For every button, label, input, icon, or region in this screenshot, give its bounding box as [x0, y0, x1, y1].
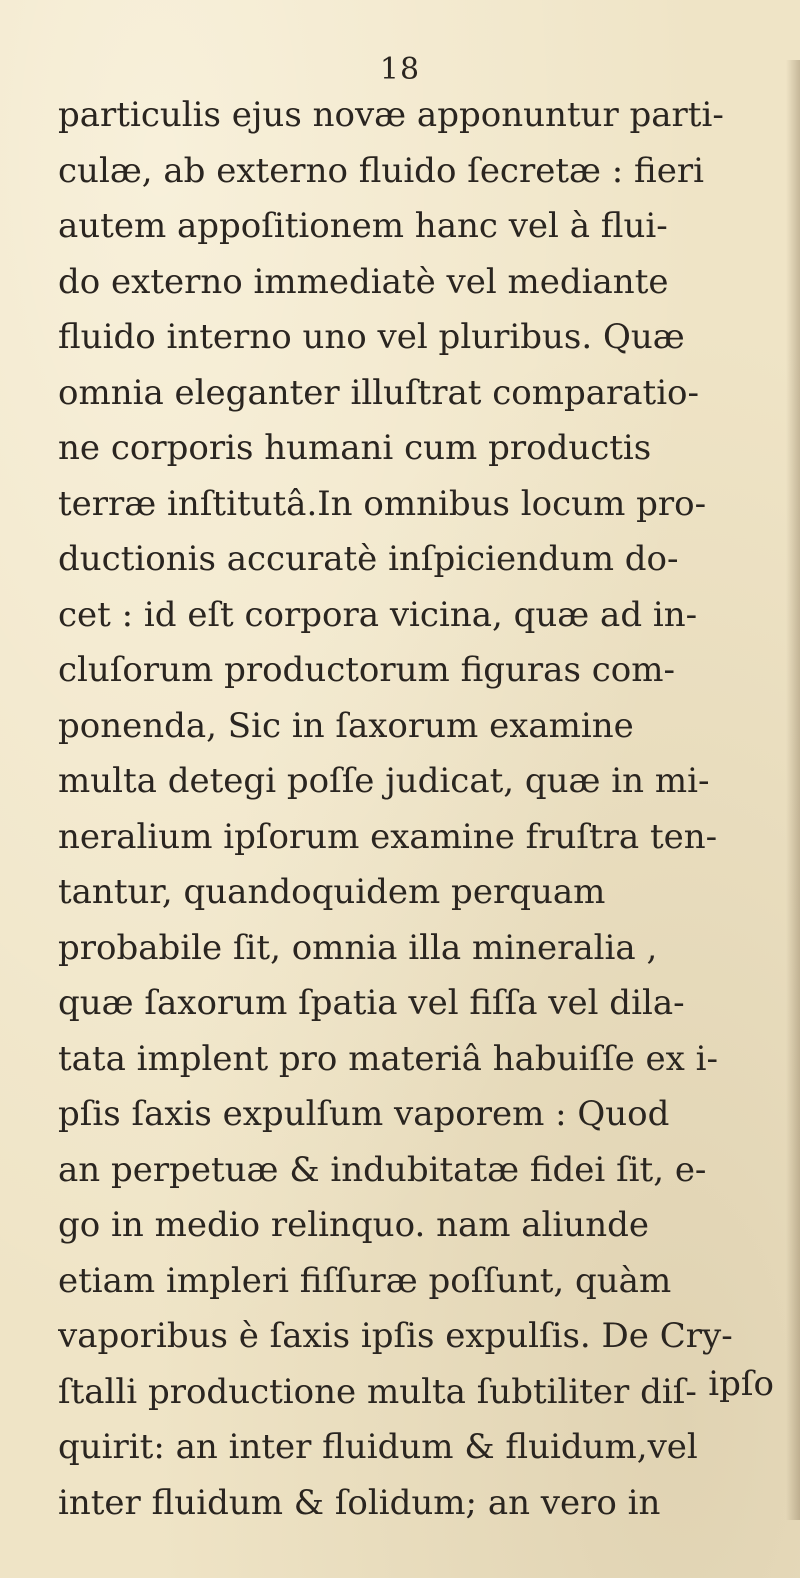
text-line: terræ inſtitutâ.In omnibus locum pro- — [58, 483, 707, 524]
text-line: omnia eleganter illuſtrat comparatio- — [58, 372, 700, 413]
page-edge-shadow — [786, 60, 800, 1520]
text-line: ſtalli productione multa ſubtiliter diſ- — [58, 1371, 697, 1412]
text-line: etiam impleri fiſſuræ poſſunt, quàm — [58, 1260, 672, 1301]
text-line: autem appoſitionem hanc vel à flui- — [58, 206, 668, 246]
text-line: neralium ipſorum examine fruſtra ten- — [58, 816, 718, 857]
text-line: culæ, ab externo fluido ſecretæ : fieri — [58, 150, 704, 191]
text-line: inter fluidum & ſolidum; an vero in — [58, 1482, 661, 1523]
text-line: particulis ejus novæ apponuntur parti- — [58, 95, 724, 135]
text-line: pſis ſaxis expulſum vaporem : Quod — [58, 1094, 670, 1134]
text-line: quirit: an inter fluidum & fluidum,vel — [58, 1427, 698, 1467]
text-line: vaporibus è ſaxis ipſis expulſis. De Cry- — [58, 1316, 733, 1356]
text-line: go in medio relinquo. nam aliunde — [58, 1205, 649, 1245]
text-line: an perpetuæ & indubitatæ fidei ſit, e- — [58, 1149, 707, 1190]
text-line: fluido interno uno vel pluribus. Quæ — [58, 317, 685, 357]
text-line: multa detegi poſſe judicat, quæ in mi- — [58, 761, 710, 801]
text-line: tantur, quandoquidem perquam — [58, 872, 606, 912]
text-line: quæ ſaxorum ſpatia vel fiſſa vel dila- — [58, 983, 685, 1023]
page-number: 18 — [379, 52, 421, 87]
text-line: cluſorum productorum figuras com- — [58, 650, 675, 690]
text-line: do externo immediatè vel mediante — [58, 261, 669, 302]
catchword: ipſo — [708, 1364, 774, 1404]
text-line: ponenda, Sic in ſaxorum examine — [58, 705, 634, 746]
text-line: ne corporis humani cum productis — [58, 428, 652, 468]
text-line: cet : id eſt corpora vicina, quæ ad in- — [58, 594, 698, 635]
body-text — [58, 88, 786, 1531]
text-line: probabile ſit, omnia illa mineralia , — [58, 927, 658, 968]
text-line: ductionis accuratè inſpiciendum do- — [58, 539, 679, 579]
text-line: tata implent pro materiâ habuiſſe ex i- — [58, 1038, 718, 1079]
